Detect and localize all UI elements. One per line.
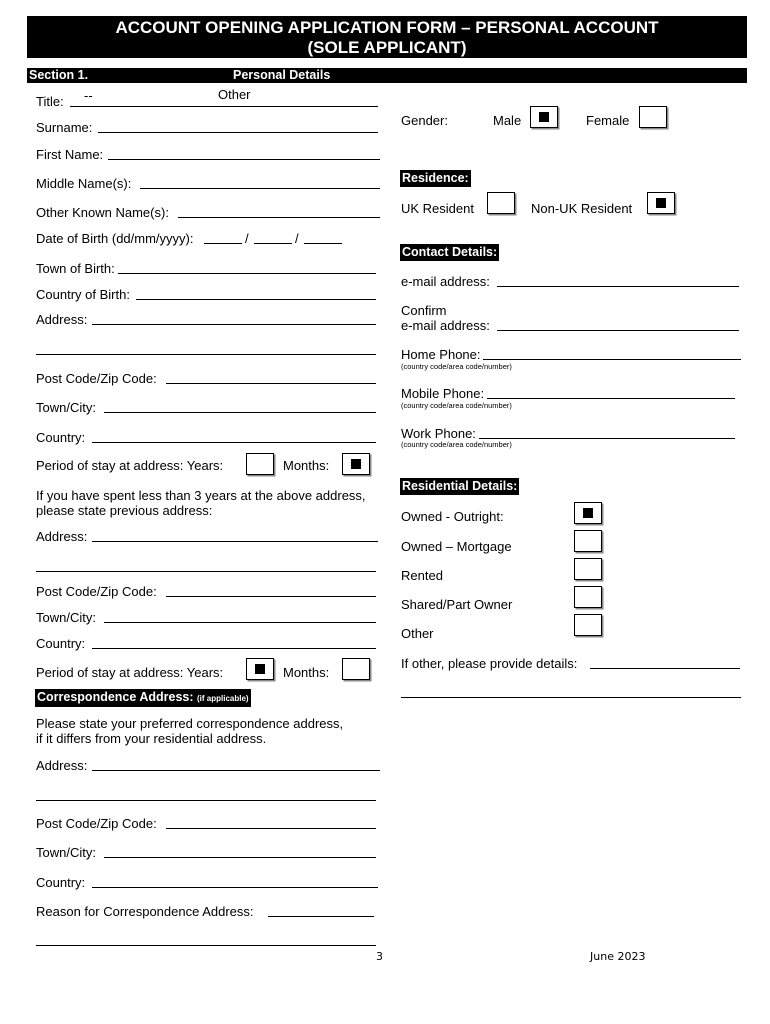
home-phone-hint: (country code/area code/number) bbox=[401, 362, 512, 371]
gender-male-checkbox[interactable] bbox=[530, 106, 558, 128]
middle-names-field[interactable] bbox=[140, 188, 380, 189]
section-name: Personal Details bbox=[233, 68, 331, 82]
other-residence-label: Other bbox=[401, 626, 434, 641]
previous-period-months-label: Months: bbox=[283, 665, 330, 680]
correspondence-address-field-2[interactable] bbox=[36, 800, 376, 801]
owned-mortgage-checkbox[interactable] bbox=[574, 530, 602, 552]
correspondence-town-city-label: Town/City: bbox=[36, 845, 96, 860]
correspondence-address-field-1[interactable] bbox=[92, 770, 380, 771]
other-details-field-1[interactable] bbox=[590, 668, 740, 669]
page-number: 3 bbox=[376, 950, 383, 963]
correspondence-reason-field-1[interactable] bbox=[268, 916, 374, 917]
form-title-line1: ACCOUNT OPENING APPLICATION FORM – PERSONAL ACCOUNT bbox=[115, 18, 659, 37]
form-title bbox=[27, 16, 747, 58]
title-other-label: Other bbox=[218, 87, 251, 102]
correspondence-postcode-field[interactable] bbox=[166, 828, 376, 829]
previous-country-field[interactable] bbox=[92, 648, 376, 649]
residence-header: Residence: bbox=[402, 171, 469, 185]
owned-mortgage-label: Owned – Mortgage bbox=[401, 539, 512, 554]
gender-label: Gender: bbox=[401, 113, 448, 128]
surname-field[interactable] bbox=[98, 132, 378, 133]
period-months-checkbox[interactable] bbox=[342, 453, 370, 475]
previous-address-label: Address: bbox=[36, 529, 88, 544]
other-known-names-field[interactable] bbox=[178, 217, 380, 218]
email-field[interactable] bbox=[497, 286, 739, 287]
owned-outright-label: Owned - Outright: bbox=[401, 509, 504, 524]
rented-label: Rented bbox=[401, 568, 443, 583]
postcode-label: Post Code/Zip Code: bbox=[36, 371, 157, 386]
correspondence-country-field[interactable] bbox=[92, 887, 378, 888]
previous-postcode-label: Post Code/Zip Code: bbox=[36, 584, 157, 599]
contact-details-header: Contact Details: bbox=[402, 245, 498, 259]
town-city-field[interactable] bbox=[104, 412, 376, 413]
non-uk-resident-label: Non-UK Resident bbox=[531, 201, 633, 216]
previous-address-field-1[interactable] bbox=[92, 541, 378, 542]
section-number: Section 1. bbox=[29, 68, 89, 82]
dob-label: Date of Birth (dd/mm/yyyy): bbox=[36, 231, 194, 246]
previous-town-city-field[interactable] bbox=[104, 622, 376, 623]
other-details-field-2[interactable] bbox=[401, 697, 741, 698]
previous-period-years-label: Period of stay at address: Years: bbox=[36, 665, 224, 680]
address-field-1[interactable] bbox=[92, 324, 376, 325]
email-label: e-mail address: bbox=[401, 274, 490, 289]
correspondence-header-text: Correspondence Address: bbox=[37, 690, 194, 704]
work-phone-field[interactable] bbox=[479, 438, 735, 439]
middle-names-label: Middle Name(s): bbox=[36, 176, 132, 191]
address-label: Address: bbox=[36, 312, 88, 327]
other-known-names-label: Other Known Name(s): bbox=[36, 205, 169, 220]
work-phone-label: Work Phone: bbox=[401, 426, 476, 441]
correspondence-header bbox=[35, 689, 251, 707]
uk-resident-checkbox[interactable] bbox=[487, 192, 515, 214]
dob-day-field[interactable] bbox=[204, 243, 242, 244]
correspondence-reason-label: Reason for Correspondence Address: bbox=[36, 904, 254, 919]
address-field-2[interactable] bbox=[36, 354, 376, 355]
postcode-field[interactable] bbox=[166, 383, 376, 384]
rented-checkbox[interactable] bbox=[574, 558, 602, 580]
home-phone-field[interactable] bbox=[483, 359, 741, 360]
correspondence-country-label: Country: bbox=[36, 875, 86, 890]
confirm-email-field[interactable] bbox=[497, 330, 739, 331]
gender-male-label: Male bbox=[493, 113, 522, 128]
dob-month-field[interactable] bbox=[254, 243, 292, 244]
residential-details-header: Residential Details: bbox=[402, 479, 518, 493]
gender-female-checkbox[interactable] bbox=[639, 106, 667, 128]
correspondence-postcode-label: Post Code/Zip Code: bbox=[36, 816, 157, 831]
previous-town-city-label: Town/City: bbox=[36, 610, 96, 625]
mobile-phone-field[interactable] bbox=[487, 398, 735, 399]
correspondence-intro-line2: if it differs from your residential address. bbox=[36, 731, 267, 746]
period-years-checkbox[interactable] bbox=[246, 453, 274, 475]
confirm-label: Confirm bbox=[401, 303, 447, 318]
country-field[interactable] bbox=[92, 442, 376, 443]
shared-owner-label: Shared/Part Owner bbox=[401, 597, 513, 612]
gender-female-label: Female bbox=[586, 113, 630, 128]
confirm-email-label: e-mail address: bbox=[401, 318, 490, 333]
footer-date: June 2023 bbox=[590, 950, 646, 963]
correspondence-reason-field-2[interactable] bbox=[36, 945, 376, 946]
owned-outright-checkbox[interactable] bbox=[574, 502, 602, 524]
uk-resident-label: UK Resident bbox=[401, 201, 474, 216]
first-name-field[interactable] bbox=[108, 159, 380, 160]
previous-period-months-checkbox[interactable] bbox=[342, 658, 370, 680]
shared-owner-checkbox[interactable] bbox=[574, 586, 602, 608]
correspondence-address-label: Address: bbox=[36, 758, 88, 773]
title-select-value[interactable]: -- bbox=[84, 88, 93, 103]
title-field-line[interactable] bbox=[70, 106, 378, 107]
town-of-birth-field[interactable] bbox=[118, 273, 376, 274]
section-bar bbox=[27, 68, 747, 83]
previous-country-label: Country: bbox=[36, 636, 86, 651]
town-of-birth-label: Town of Birth: bbox=[36, 261, 115, 276]
home-phone-label: Home Phone: bbox=[401, 347, 481, 362]
non-uk-resident-checkbox[interactable] bbox=[647, 192, 675, 214]
mobile-phone-hint: (country code/area code/number) bbox=[401, 401, 512, 410]
country-of-birth-label: Country of Birth: bbox=[36, 287, 130, 302]
previous-postcode-field[interactable] bbox=[166, 596, 376, 597]
correspondence-town-city-field[interactable] bbox=[104, 857, 376, 858]
country-label: Country: bbox=[36, 430, 86, 445]
period-years-label: Period of stay at address: Years: bbox=[36, 458, 224, 473]
mobile-phone-label: Mobile Phone: bbox=[401, 386, 485, 401]
surname-label: Surname: bbox=[36, 120, 93, 135]
title-label: Title: bbox=[36, 94, 64, 109]
dob-sep-1: / bbox=[245, 231, 249, 246]
previous-period-years-checkbox[interactable] bbox=[246, 658, 274, 680]
form-title-line2: (SOLE APPLICANT) bbox=[307, 38, 467, 57]
country-of-birth-field[interactable] bbox=[136, 299, 376, 300]
period-months-label: Months: bbox=[283, 458, 330, 473]
other-details-label: If other, please provide details: bbox=[401, 656, 578, 671]
previous-address-field-2[interactable] bbox=[36, 571, 376, 572]
previous-intro-line1: If you have spent less than 3 years at the above address, bbox=[36, 488, 366, 503]
correspondence-intro-line1: Please state your preferred correspondence address, bbox=[36, 716, 344, 731]
other-residence-checkbox[interactable] bbox=[574, 614, 602, 636]
first-name-label: First Name: bbox=[36, 147, 104, 162]
town-city-label: Town/City: bbox=[36, 400, 96, 415]
dob-year-field[interactable] bbox=[304, 243, 342, 244]
dob-sep-2: / bbox=[295, 231, 299, 246]
correspondence-header-note: (if applicable) bbox=[197, 694, 249, 703]
work-phone-hint: (country code/area code/number) bbox=[401, 440, 512, 449]
previous-intro-line2: please state previous address: bbox=[36, 503, 213, 518]
